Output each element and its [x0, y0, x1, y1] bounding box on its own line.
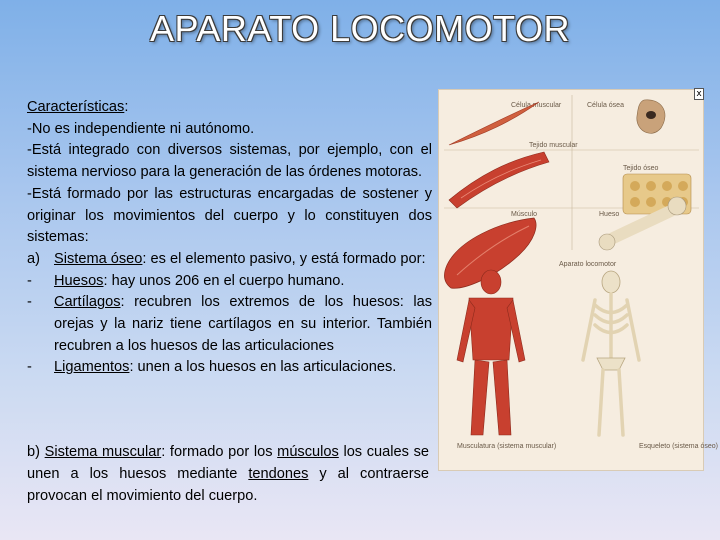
muscle-tissue-shape — [449, 152, 549, 208]
section-a: a) Sistema óseo: es el elemento pasivo, y está formado por: — [27, 250, 426, 267]
label-bone-cell: Célula ósea — [587, 102, 624, 109]
section-b: b) Sistema muscular: formado por los músculos los cuales se unen a los huesos mediante tendones y al contraerse provocan el movimiento del cuerpo. — [27, 444, 429, 504]
bullet-cartilagos: - Cartílagos: recubren los extremos de los huesos: las orejas y la nariz tiene cartílagos en su interior. También recubren a los huesos de las articulaciones — [27, 294, 432, 354]
label-bone: Hueso — [599, 211, 620, 218]
line-2: -Está integrado con diversos sistemas, por ejemplo, con el sistema nervioso para la generación de las órdenes motoras. — [27, 142, 432, 181]
muscle-cell-shape — [449, 102, 539, 145]
characteristics-text — [27, 97, 432, 379]
characteristics-heading: Características: — [27, 99, 129, 115]
label-locomotor: Aparato locomotor — [559, 261, 617, 268]
label-muscle: Músculo — [511, 211, 538, 218]
close-icon[interactable]: x — [694, 88, 704, 100]
label-muscle-cell: Célula muscular — [511, 102, 562, 109]
label-muscle-tissue: Tejido muscular — [529, 142, 578, 149]
illustration-drawing — [439, 90, 718, 472]
bone-cell-nucleus — [646, 111, 656, 119]
bullet-huesos: - Huesos: hay unos 206 en el cuerpo humano. — [27, 272, 345, 289]
muscle-figure — [457, 270, 525, 435]
bullet-ligamentos: - Ligamentos: unen a los huesos en las articulaciones. — [27, 359, 397, 376]
page-title: APARATO LOCOMOTOR — [150, 8, 570, 49]
label-musculature: Musculatura (sistema muscular) — [457, 443, 557, 450]
label-skeleton: Esqueleto (sistema óseo) — [639, 443, 718, 450]
skeleton-figure — [583, 271, 639, 435]
line-3: -Está formado por las estructuras encargadas de sostener y originar los movimientos del cuerpo y lo constituyen dos sistemas: — [27, 185, 432, 246]
label-bone-tissue: Tejido óseo — [623, 165, 659, 172]
line-1: -No es independiente ni autónomo. — [27, 120, 255, 137]
locomotor-illustration — [438, 89, 718, 471]
